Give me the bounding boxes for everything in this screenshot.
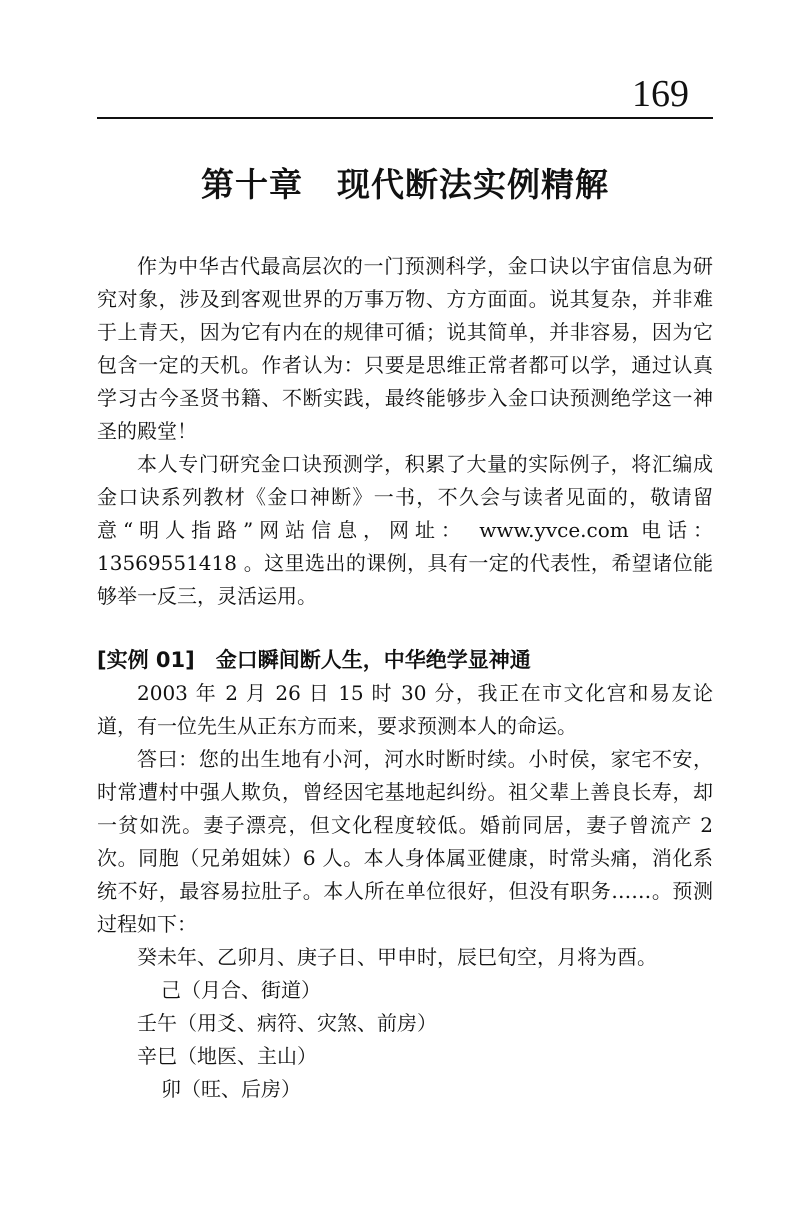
- page-number: 169: [632, 73, 689, 115]
- chapter-title: 第十章 现代断法实例精解: [201, 165, 609, 204]
- intro-paragraph: 本人专门研究金口诀预测学，积累了大量的实际例子，将汇编成金口诀系列教材《金口神断》一书，不久会与读者见面的，敬请留意“明人指路”网站信息，网址： www.yvce.com 电话：13569551418 。这里选出的课例，具有一定的代表性，希望诸位能够举一反三，灵活运用。: [97, 452, 713, 608]
- intro-section: [97, 250, 713, 613]
- example-body: [97, 677, 713, 1106]
- chart-line-gui: 辛巳（地医、主山）: [137, 1044, 317, 1068]
- header-rule: [97, 117, 713, 119]
- example-heading: [97, 643, 713, 677]
- example-paragraph: 2003 年 2 月 26 日 15 时 30 分，我正在市文化宫和易友论道，有一位先生从正东方而来，要求预测本人的命运。: [97, 681, 713, 738]
- chart-line-date: 癸未年、乙卯月、庚子日、甲申时，辰巳旬空，月将为酉。: [137, 945, 657, 969]
- example-paragraph: 答曰：您的出生地有小河，河水时断时续。小时侯，家宅不安，时常遭村中强人欺负，曾经因宅基地起纠纷。祖父辈上善良长寿，却一贫如洗。妻子漂亮，但文化程度较低。婚前同居，妻子曾流产 2 次。同胞（兄弟姐妹）6 人。本人身体属亚健康，时常头痛，消化系统不好，最容易拉肚子。本人所在单位很好，但没有职务……。预测过程如下：: [97, 747, 713, 936]
- example-label: [实例 01]: [97, 648, 195, 672]
- chart-line-ren: 己（月合、街道）: [161, 978, 321, 1002]
- example-title: 金口瞬间断人生，中华绝学显神通: [215, 648, 531, 672]
- intro-paragraph: 作为中华古代最高层次的一门预测科学，金口诀以宇宙信息为研究对象，涉及到客观世界的万事万物、方方面面。说其复杂，并非难于上青天，因为它有内在的规律可循；说其简单，并非容易，因为它包含一定的天机。作者认为：只要是思维正常者都可以学，通过认真学习古今圣贤书籍、不断实践，最终能够步入金口诀预测绝学这一神圣的殿堂！: [97, 254, 713, 443]
- chart-line-di: 卯（旺、后房）: [161, 1077, 301, 1101]
- chart-line-jiang: 壬午（用爻、病符、灾煞、前房）: [137, 1011, 437, 1035]
